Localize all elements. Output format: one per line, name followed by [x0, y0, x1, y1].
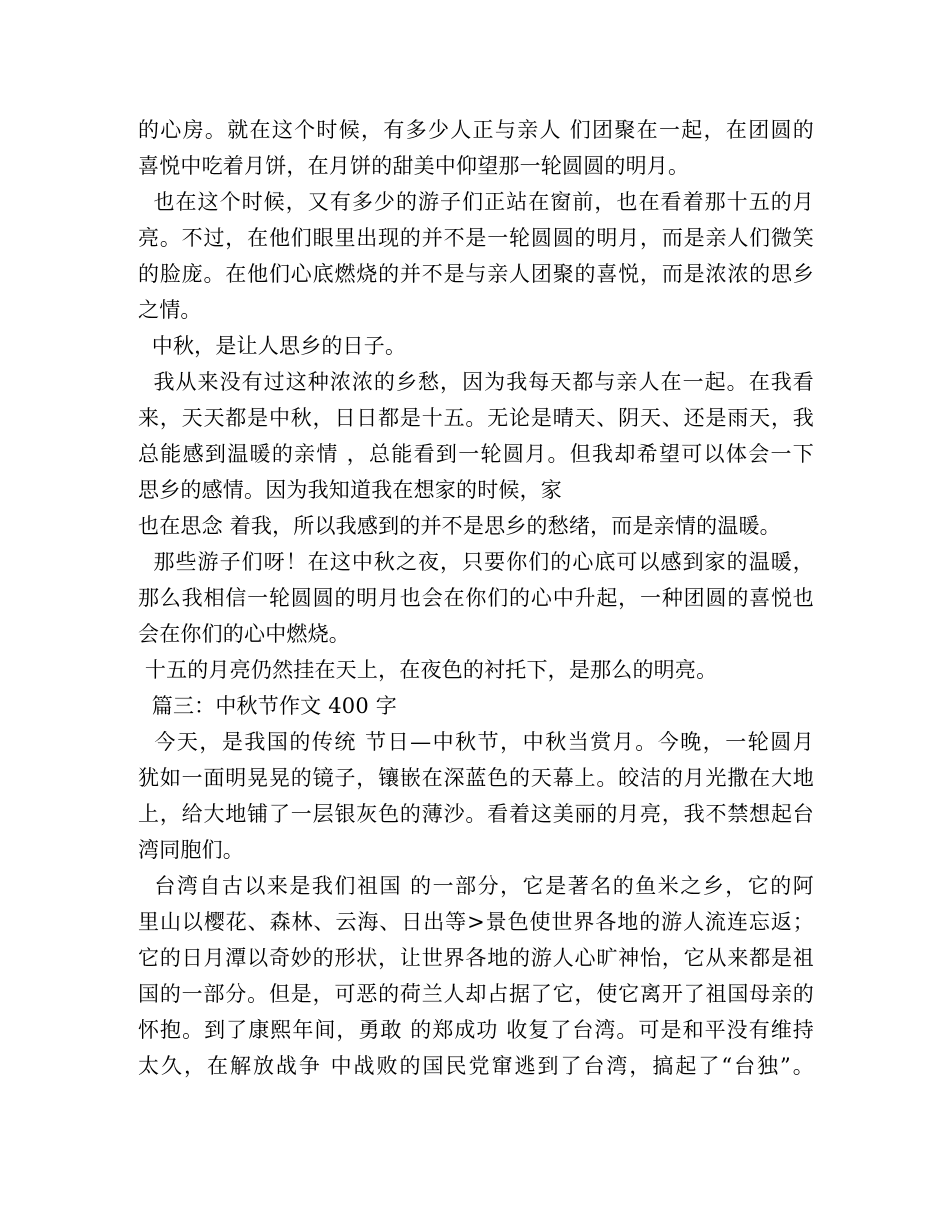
text-line: 思乡的感情。因为我知道我在想家的时候，家 — [138, 478, 562, 502]
text-line: 湾同胞们。 — [138, 838, 244, 862]
text-line: 总能感到温暖的亲情 ，总能看到一轮圆月。但我却希望可以体会一下 — [138, 442, 814, 466]
section-heading: 篇三：中秋节作文 400 字 — [138, 694, 397, 718]
text-line: 那些游子们呀！在这中秋之夜，只要你们的心底可以感到家的温暖， — [138, 550, 814, 574]
text-line: 的脸庞。在他们心底燃烧的并不是与亲人团聚的喜悦，而是浓浓的思乡 — [138, 262, 814, 286]
text-line: 喜悦中吃着月饼，在月饼的甜美中仰望那一轮圆圆的明月。 — [138, 154, 690, 178]
text-line: 犹如一面明晃晃的镜子，镶嵌在深蓝色的天幕上。皎洁的月光撒在大地 — [138, 766, 814, 790]
text-line: 来，天天都是中秋，日日都是十五。无论是晴天、阴天、还是雨天，我 — [138, 406, 814, 430]
text-line: 那么我相信一轮圆圆的明月也会在你们的心中升起，一种团圆的喜悦也 — [138, 586, 814, 610]
text-line: 的心房。就在这个时候，有多少人正与亲人 们团聚在一起，在团圆的 — [138, 118, 814, 142]
text-line: 台湾自古以来是我们祖国 的一部分，它是著名的鱼米之乡，它的阿 — [138, 874, 814, 898]
text-line: 也在思念 着我，所以我感到的并不是思乡的愁绪，而是亲情的温暖。 — [138, 514, 781, 538]
text-line: 我从来没有过这种浓浓的乡愁，因为我每天都与亲人在一起。在我看 — [138, 370, 814, 394]
text-line: 十五的月亮仍然挂在天上，在夜色的衬托下，是那么的明亮。 — [138, 658, 718, 682]
text-line: 它的日月潭以奇妙的形状，让世界各地的游人心旷神怡，它从来都是祖 — [138, 946, 814, 970]
text-line: 上，给大地铺了一层银灰色的薄沙。看着这美丽的月亮，我不禁想起台 — [138, 802, 814, 826]
text-line: 国的一部分。但是，可恶的荷兰人却占据了它，使它离开了祖国母亲的 — [138, 982, 814, 1006]
text-line: 会在你们的心中燃烧。 — [138, 622, 350, 646]
text-line: 也在这个时候，又有多少的游子们正站在窗前，也在看着那十五的月 — [138, 190, 814, 214]
text-line: 亮。不过，在他们眼里出现的并不是一轮圆圆的明月，而是亲人们微笑 — [138, 226, 814, 250]
text-line: 中秋，是让人思乡的日子。 — [138, 334, 407, 358]
text-line: 怀抱。到了康熙年间，勇敢 的郑成功 收复了台湾。可是和平没有维持 — [138, 1018, 814, 1042]
text-line: 之情。 — [138, 298, 202, 322]
text-line: 里山以樱花、森林、云海、日出等>景色使世界各地的游人流连忘返； — [138, 910, 814, 934]
text-line: 太久，在解放战争 中战败的国民党窜逃到了台湾，搞起了“台独”。 — [138, 1054, 814, 1078]
text-line: 今天，是我国的传统 节日—中秋节，中秋当赏月。今晚，一轮圆月 — [138, 730, 814, 754]
